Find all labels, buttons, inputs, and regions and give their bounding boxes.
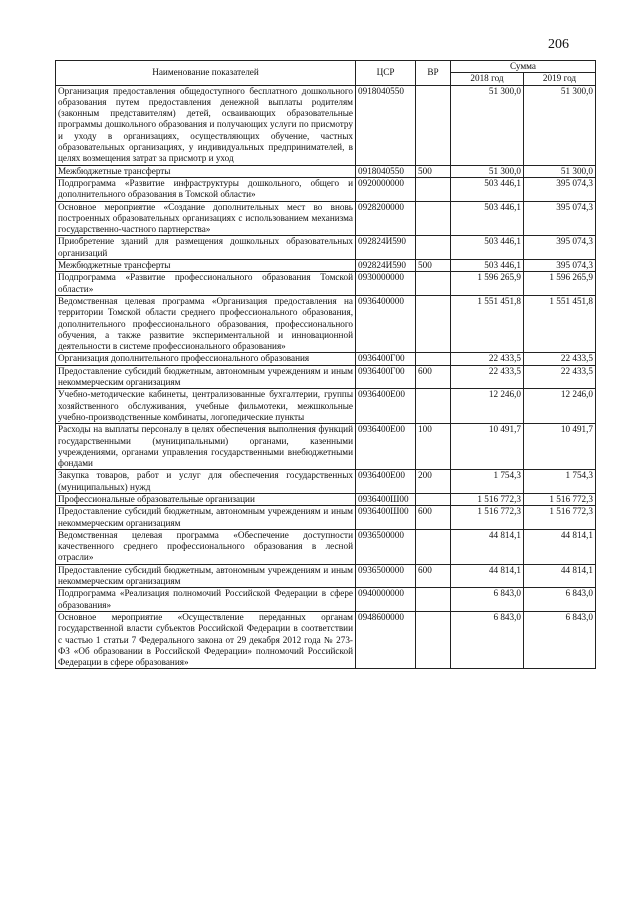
table-row — [56, 564, 596, 588]
row-code: 0920000000 — [356, 177, 416, 201]
row-name: Предоставление субсидий бюджетным, автономным учреждениям и иным некоммерческим организациям — [56, 506, 356, 530]
row-sum-2018: 6 843,0 — [451, 611, 524, 668]
row-sum-2018: 44 814,1 — [451, 564, 524, 588]
page-number: 206 — [548, 37, 569, 52]
row-code: 0918040550 — [356, 85, 416, 165]
row-vr: 600 — [416, 365, 451, 389]
row-sum-2018: 1 551 451,8 — [451, 295, 524, 352]
row-name: Учебно-методические кабинеты, централизованные бухгалтерии, группы хозяйственного обслуживания, учебные фильмотеки, межшкольные учебно-производственные комбинаты, логопедические пункты — [56, 389, 356, 424]
row-sum-2018: 51 300,0 — [451, 85, 524, 165]
row-name: Организация дополнительного профессионального образования — [56, 353, 356, 365]
row-code: 0936400Г00 — [356, 353, 416, 365]
row-name: Межбюджетные трансферты — [56, 260, 356, 272]
table-header — [56, 61, 596, 86]
table-row — [56, 506, 596, 530]
row-sum-2019: 395 074,3 — [524, 236, 596, 260]
row-sum-2019: 12 246,0 — [524, 389, 596, 424]
header-code: ЦСР — [356, 61, 416, 86]
table-row — [56, 165, 596, 177]
row-vr — [416, 529, 451, 564]
row-sum-2018: 1 596 265,9 — [451, 272, 524, 296]
row-name: Подпрограмма «Развитие профессионального образования Томской области» — [56, 272, 356, 296]
row-sum-2019: 51 300,0 — [524, 165, 596, 177]
row-code: 0936400Ш00 — [356, 493, 416, 505]
row-name: Расходы на выплаты персоналу в целях обеспечения выполнения функций государственными (муниципальными) органами, казенными учреждениями, органами управления государственными внебюджетными фондами — [56, 424, 356, 470]
table-row — [56, 85, 596, 165]
row-vr — [416, 588, 451, 612]
row-vr — [416, 177, 451, 201]
header-vr: ВР — [416, 61, 451, 86]
header-year-2018: 2018 год — [451, 73, 524, 85]
row-name: Основное мероприятие «Осуществление переданных органам государственной власти субъектов Российской Федерации в соответствии с частью 1 статьи 7 Федерального закона от 29 декабря 2012 года № 273-ФЗ «Об образовании в Российской Федерации» полномочий Российской Федерации в сфере образования» — [56, 611, 356, 668]
table-row — [56, 177, 596, 201]
row-vr — [416, 272, 451, 296]
row-code: 0936400Е00 — [356, 424, 416, 470]
row-vr — [416, 611, 451, 668]
row-code: 0936400Е00 — [356, 389, 416, 424]
row-sum-2019: 395 074,3 — [524, 201, 596, 236]
row-sum-2019: 6 843,0 — [524, 588, 596, 612]
row-sum-2018: 503 446,1 — [451, 260, 524, 272]
row-sum-2019: 6 843,0 — [524, 611, 596, 668]
row-sum-2018: 44 814,1 — [451, 529, 524, 564]
row-sum-2019: 44 814,1 — [524, 564, 596, 588]
table-row — [56, 353, 596, 365]
table-row — [56, 470, 596, 494]
table-row — [56, 424, 596, 470]
row-code: 0928200000 — [356, 201, 416, 236]
table-row — [56, 389, 596, 424]
row-vr — [416, 85, 451, 165]
row-sum-2019: 51 300,0 — [524, 85, 596, 165]
row-vr — [416, 493, 451, 505]
row-code: 0936400000 — [356, 295, 416, 352]
row-sum-2018: 51 300,0 — [451, 165, 524, 177]
row-sum-2018: 22 433,5 — [451, 365, 524, 389]
row-code: 0936500000 — [356, 564, 416, 588]
row-vr: 600 — [416, 506, 451, 530]
row-sum-2019: 1 551 451,8 — [524, 295, 596, 352]
row-code: 0940000000 — [356, 588, 416, 612]
row-name: Основное мероприятие «Создание дополнительных мест во вновь построенных образовательных организациях с использованием механизма государственно-частного партнерства» — [56, 201, 356, 236]
header-year-2019: 2019 год — [524, 73, 596, 85]
row-sum-2019: 395 074,3 — [524, 260, 596, 272]
row-vr: 500 — [416, 165, 451, 177]
table-row — [56, 529, 596, 564]
row-sum-2018: 1 754,3 — [451, 470, 524, 494]
row-vr: 200 — [416, 470, 451, 494]
table-row — [56, 611, 596, 668]
header-name: Наименование показателей — [56, 61, 356, 86]
table-row — [56, 272, 596, 296]
row-vr — [416, 353, 451, 365]
row-name: Подпрограмма «Развитие инфраструктуры дошкольного, общего и дополнительного образования в Томской области» — [56, 177, 356, 201]
budget-table — [55, 60, 596, 669]
row-sum-2018: 6 843,0 — [451, 588, 524, 612]
table-row — [56, 260, 596, 272]
table-body — [56, 85, 596, 669]
row-sum-2019: 395 074,3 — [524, 177, 596, 201]
row-sum-2018: 1 516 772,3 — [451, 506, 524, 530]
row-vr — [416, 236, 451, 260]
row-vr — [416, 201, 451, 236]
table-row — [56, 295, 596, 352]
row-code: 0936400Ш00 — [356, 506, 416, 530]
row-name: Подпрограмма «Реализация полномочий Российской Федерации в сфере образования» — [56, 588, 356, 612]
row-name: Межбюджетные трансферты — [56, 165, 356, 177]
row-sum-2019: 1 516 772,3 — [524, 493, 596, 505]
row-sum-2019: 1 754,3 — [524, 470, 596, 494]
row-code: 0930000000 — [356, 272, 416, 296]
row-sum-2019: 22 433,5 — [524, 365, 596, 389]
row-name: Предоставление субсидий бюджетным, автономным учреждениям и иным некоммерческим организациям — [56, 564, 356, 588]
row-vr: 500 — [416, 260, 451, 272]
table-row — [56, 201, 596, 236]
row-code: 092824И590 — [356, 236, 416, 260]
row-sum-2018: 22 433,5 — [451, 353, 524, 365]
row-sum-2019: 10 491,7 — [524, 424, 596, 470]
table-row — [56, 236, 596, 260]
row-sum-2018: 12 246,0 — [451, 389, 524, 424]
row-sum-2018: 503 446,1 — [451, 236, 524, 260]
row-sum-2018: 1 516 772,3 — [451, 493, 524, 505]
header-sum: Сумма — [451, 61, 596, 73]
row-name: Профессиональные образовательные организации — [56, 493, 356, 505]
row-vr: 100 — [416, 424, 451, 470]
row-sum-2018: 503 446,1 — [451, 177, 524, 201]
row-code: 0936400Е00 — [356, 470, 416, 494]
row-code: 0918040550 — [356, 165, 416, 177]
row-name: Приобретение зданий для размещения дошкольных образовательных организаций — [56, 236, 356, 260]
row-sum-2018: 503 446,1 — [451, 201, 524, 236]
row-code: 0936400Г00 — [356, 365, 416, 389]
row-name: Предоставление субсидий бюджетным, автономным учреждениям и иным некоммерческим организациям — [56, 365, 356, 389]
row-name: Закупка товаров, работ и услуг для обеспечения государственных (муниципальных) нужд — [56, 470, 356, 494]
row-sum-2019: 22 433,5 — [524, 353, 596, 365]
row-name: Организация предоставления общедоступного бесплатного дошкольного образования путем предоставления денежной выплаты родителям (законным представителям) детей, осваивающих образовательные программы дошкольного образования и получающих услуги по присмотру и уходу в организациях, осуществляющих обучение, частных образовательных организациях, у индивидуальных предпринимателей, в целях возмещения затрат за присмотр и уход — [56, 85, 356, 165]
row-code: 092824И590 — [356, 260, 416, 272]
row-name: Ведомственная целевая программа «Обеспечение доступности качественного среднего профессионального образования в лесной отрасли» — [56, 529, 356, 564]
table-row — [56, 493, 596, 505]
table-row — [56, 588, 596, 612]
row-code: 0936500000 — [356, 529, 416, 564]
row-sum-2019: 1 516 772,3 — [524, 506, 596, 530]
row-vr — [416, 295, 451, 352]
row-code: 0948600000 — [356, 611, 416, 668]
row-vr: 600 — [416, 564, 451, 588]
row-name: Ведомственная целевая программа «Организация предоставления на территории Томской области среднего профессионального образования, дополнительного профессионального образования, профессионального обучения, а также развитие экспериментальной и инновационной деятельности в системе профессионального образования» — [56, 295, 356, 352]
row-sum-2019: 1 596 265,9 — [524, 272, 596, 296]
row-vr — [416, 389, 451, 424]
row-sum-2019: 44 814,1 — [524, 529, 596, 564]
table-row — [56, 365, 596, 389]
row-sum-2018: 10 491,7 — [451, 424, 524, 470]
